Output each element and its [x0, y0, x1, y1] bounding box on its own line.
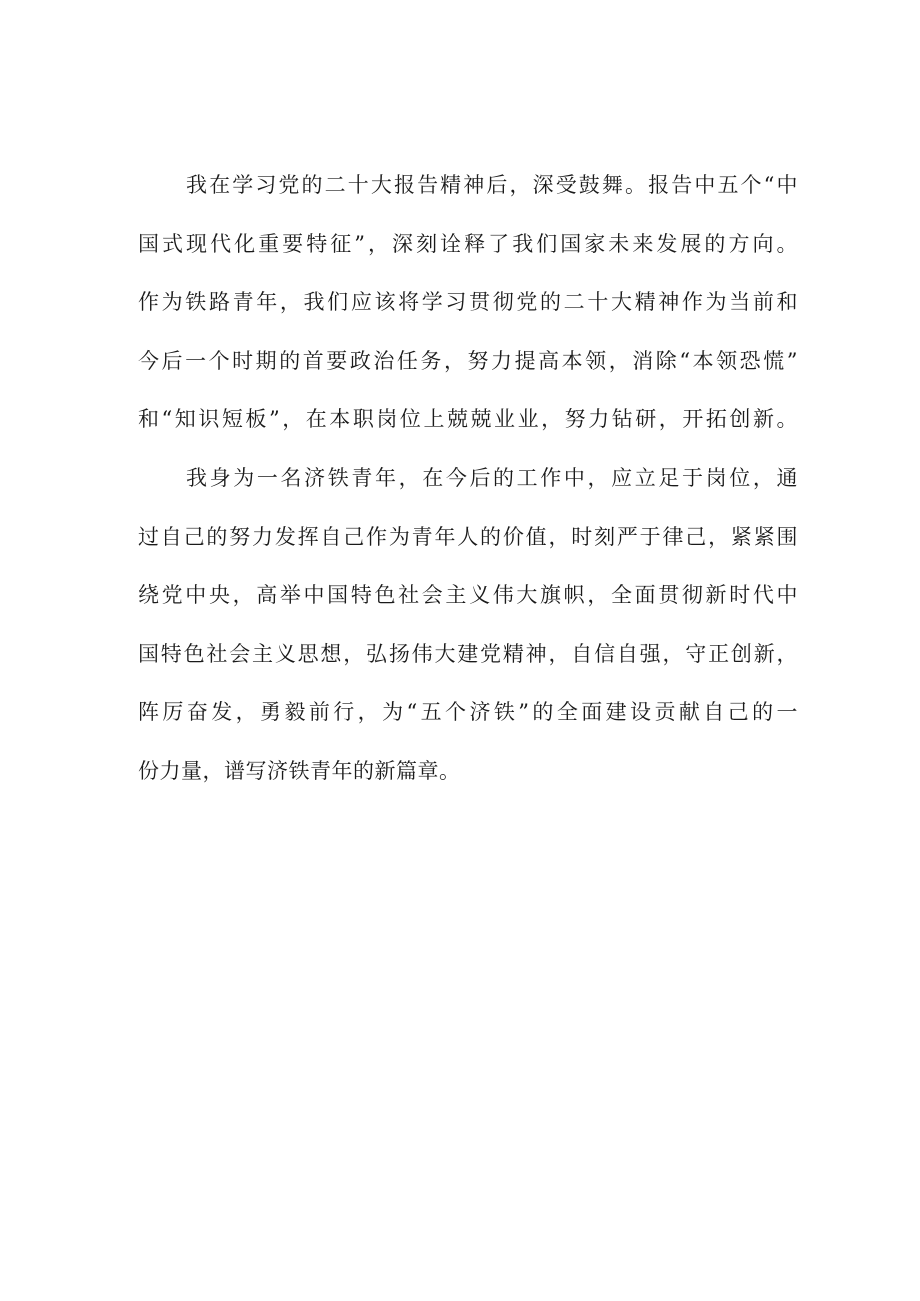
paragraph-line: 过自己的努力发挥自己作为青年人的价值，时刻严于律己，紧紧围 [138, 524, 798, 549]
paragraph-line: 国特色社会主义思想，弘扬伟大建党精神，自信自强，守正创新， [138, 641, 798, 666]
document-body [138, 156, 798, 801]
paragraph-line: 我在学习党的二十大报告精神后，深受鼓舞。报告中五个“中 [186, 173, 798, 197]
paragraph-line: 阵厉奋发，勇毅前行，为“五个济铁”的全面建设贡献自己的一 [138, 700, 798, 725]
paragraph-line: 和“知识短板”，在本职岗位上兢兢业业，努力钻研，开拓创新。 [138, 407, 798, 432]
paragraph-2 [138, 449, 798, 801]
paragraph-line: 我身为一名济铁青年，在今后的工作中，应立足于岗位，通 [186, 465, 798, 490]
paragraph-line: 绕党中央，高举中国特色社会主义伟大旗帜，全面贯彻新时代中 [138, 583, 798, 608]
paragraph-line: 国式现代化重要特征”，深刻诠释了我们国家未来发展的方向。 [138, 231, 798, 256]
paragraph-1 [138, 156, 798, 449]
paragraph-line: 份力量，谱写济铁青年的新篇章。 [138, 758, 461, 783]
paragraph-line: 作为铁路青年，我们应该将学习贯彻党的二十大精神作为当前和 [138, 290, 798, 315]
paragraph-line: 今后一个时期的首要政治任务，努力提高本领，消除“本领恐慌” [138, 348, 798, 373]
